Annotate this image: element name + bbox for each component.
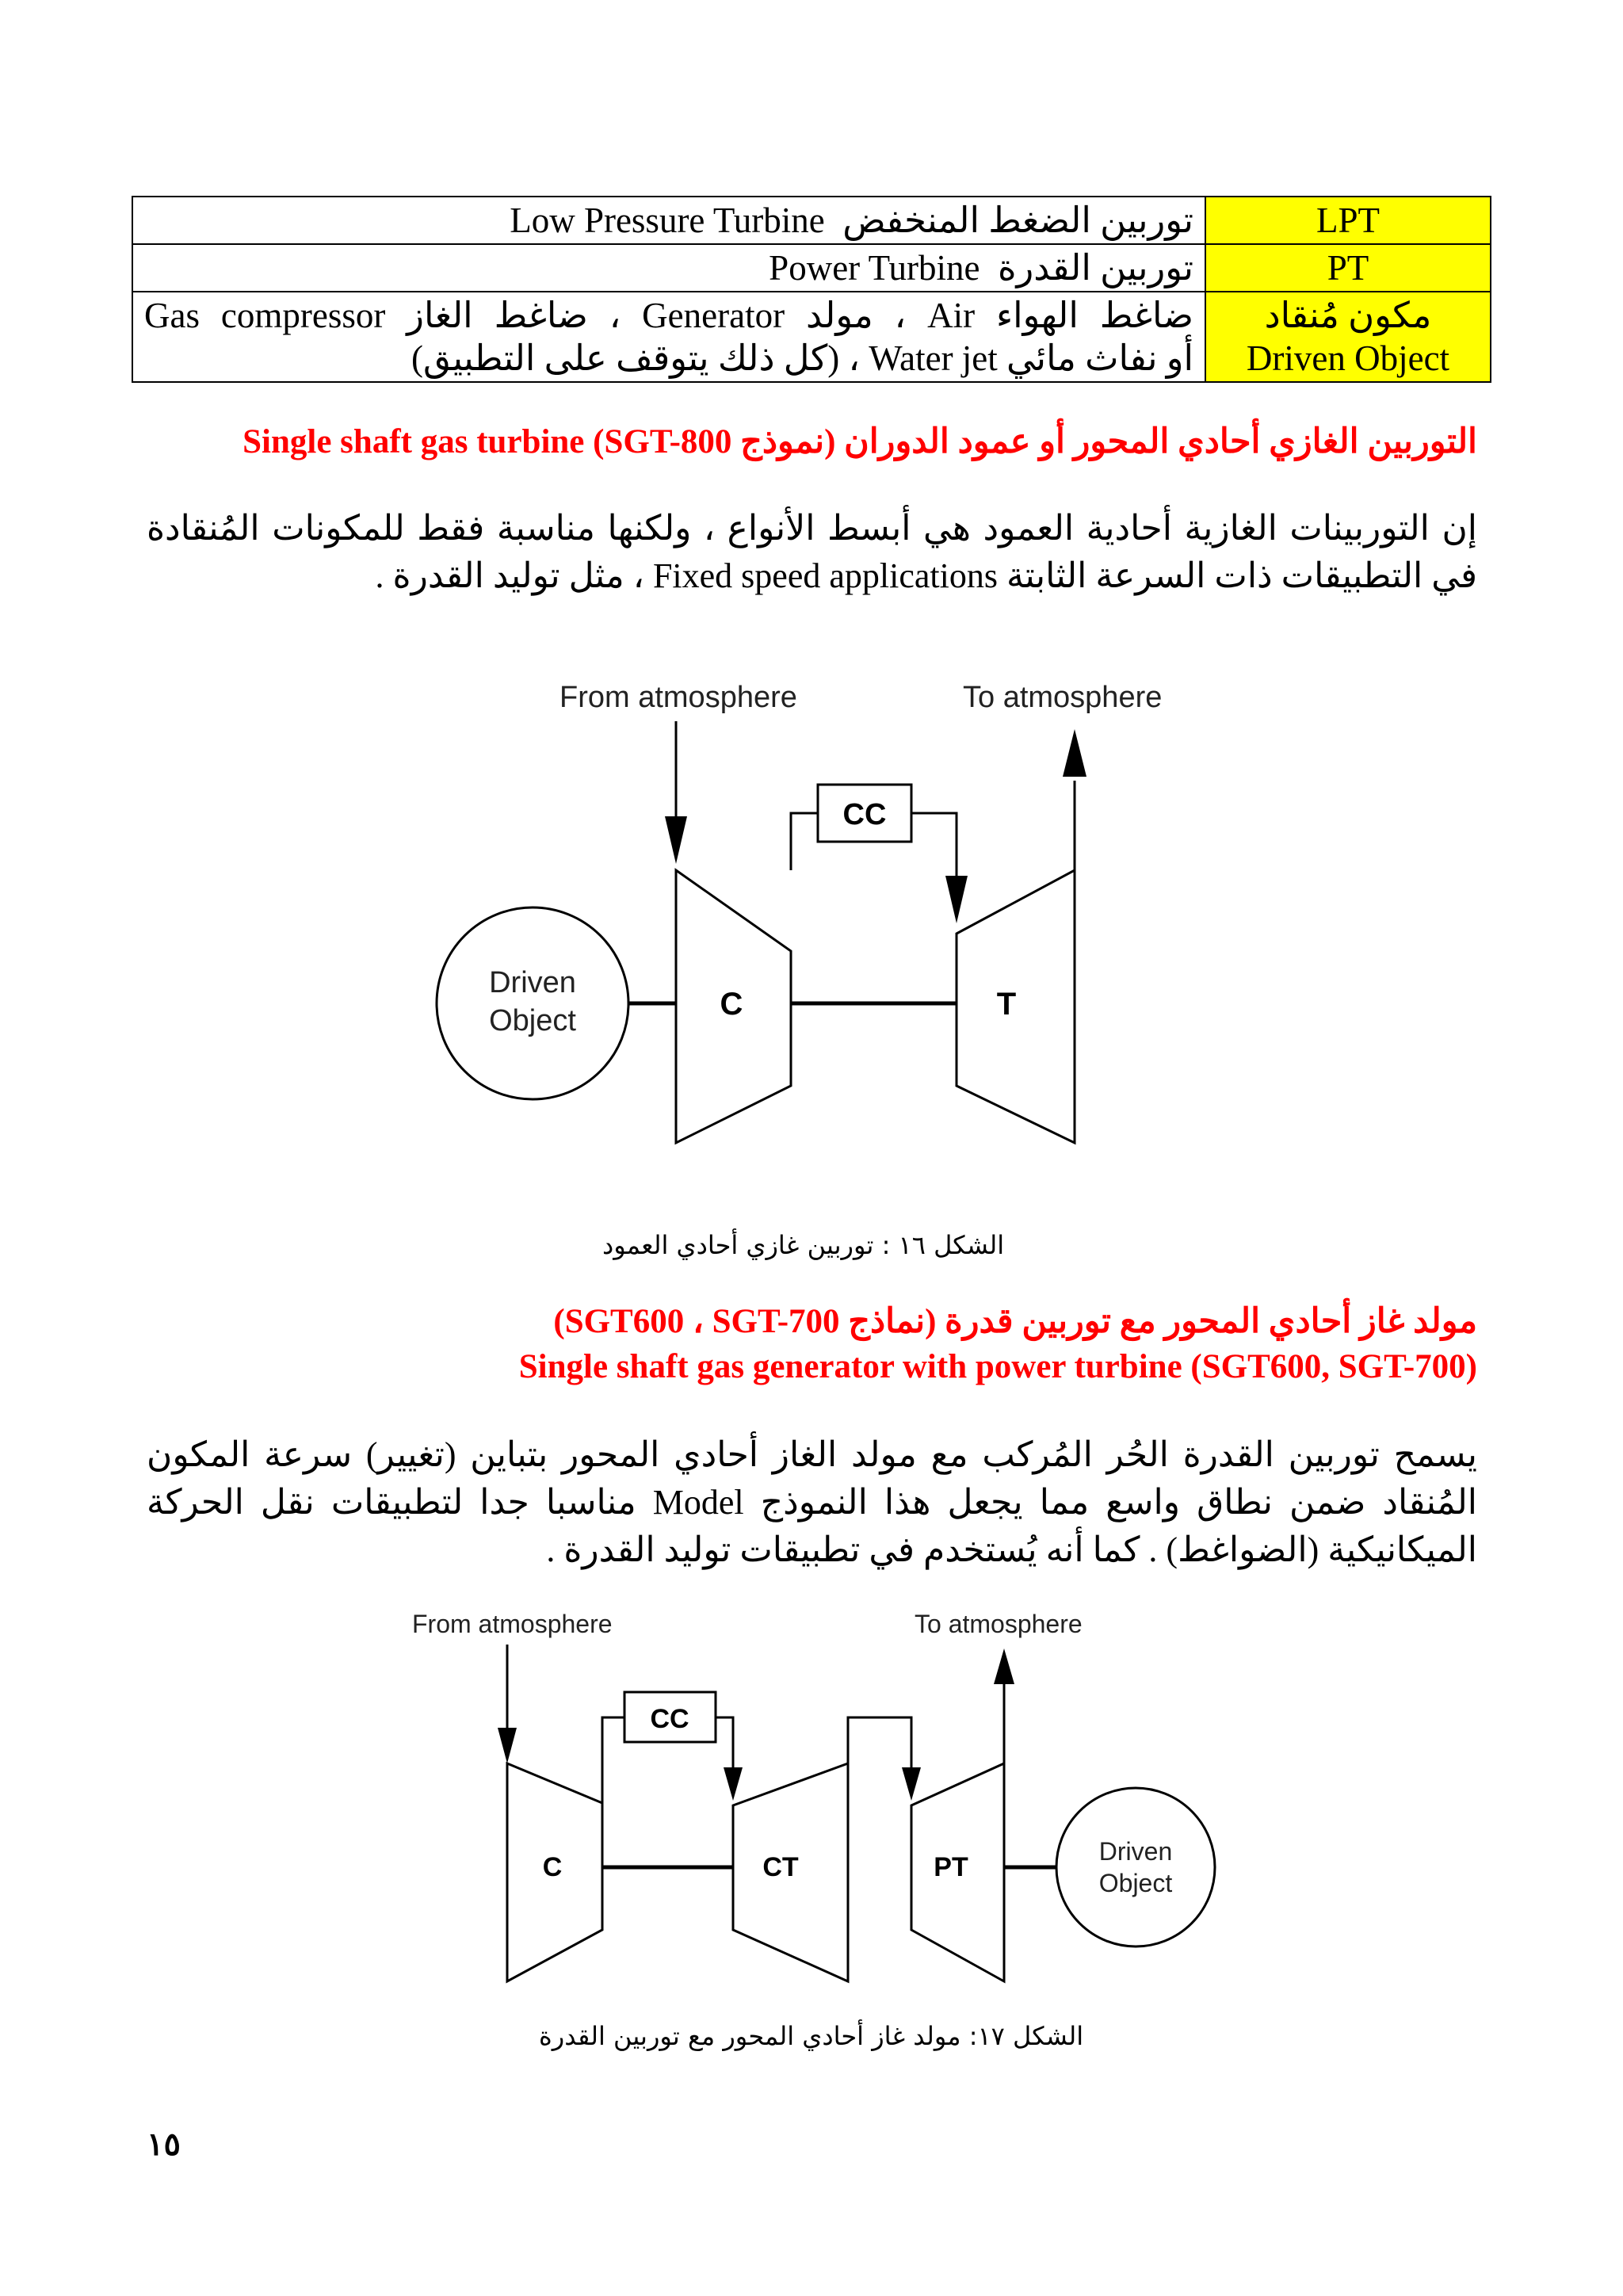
- combustion-chamber-label: CC: [650, 1704, 689, 1734]
- figure-17-caption: الشكل ١٧: مولد غاز أحادي المحور مع توربين القدرة: [539, 2021, 1084, 2051]
- figure-17-diagram: [396, 1593, 1252, 2037]
- term-abbreviation: [1205, 292, 1491, 382]
- from-atmosphere-label: From atmosphere: [559, 681, 797, 714]
- term-description: [132, 292, 1205, 382]
- to-atmosphere-label: To atmosphere: [963, 681, 1163, 714]
- section-heading: مولد غاز أحادي المحور مع توربين قدرة (نماذج SGT600 ، SGT-700): [553, 1303, 1477, 1340]
- turbine-label: T: [996, 987, 1017, 1022]
- term-description: توربين القدرة Power Turbine: [132, 244, 1205, 292]
- exhaust-arrow-icon: [994, 1648, 1014, 1684]
- driven-object-circle: [437, 907, 628, 1099]
- terms-table: [132, 196, 1491, 383]
- section-heading: التوربين الغازي أحادي المحور أو عمود الدوران (نموذج SGT-800) Single shaft gas turbine: [242, 423, 1477, 460]
- term-description: توربين الضغط المنخفض Low Pressure Turbine: [132, 197, 1205, 244]
- table-row: [132, 244, 1491, 292]
- term-abbreviation-ar: مكون مُنقاد: [1264, 296, 1432, 335]
- driven-object-circle: [1056, 1788, 1215, 1946]
- section-paragraph: يسمح توربين القدرة الحُر المُركب مع مولد الغاز أحادي المحور بتباين (تغيير) سرعة المكون المُنقاد ضمن نطاق واسع مما يجعل هذا النموذج Model مناسبا جدا لتطبيقات نقل الحركة الميكانيكية (الضواغط) . كما أنه يُستخدم في تطبيقات توليد القدرة .: [147, 1435, 1477, 1569]
- driven-object-label: Driven: [1098, 1837, 1173, 1866]
- term-abbreviation-en: Driven Object: [1246, 338, 1450, 378]
- flow-arrow-icon: [902, 1767, 921, 1801]
- page-number: ١٥: [147, 2126, 181, 2162]
- flow-arrow-icon: [724, 1767, 743, 1801]
- table-row: [132, 197, 1491, 244]
- power-turbine-label: PT: [934, 1852, 968, 1882]
- inlet-arrow-icon: [498, 1728, 517, 1763]
- term-abbreviation: LPT: [1205, 197, 1491, 244]
- term-description-line: أو نفاث مائي Water jet ، (كل ذلك يتوقف على التطبيق): [411, 338, 1193, 378]
- flow-arrow-icon: [945, 876, 968, 923]
- section-paragraph: إن التوربينات الغازية أحادية العمود هي أبسط الأنواع ، ولكنها مناسبة فقط للمكونات المُنقادة في التطبيقات ذات السرعة الثابتة Fixed speed applications ، مثل توليد القدرة .: [147, 509, 1477, 595]
- table-row: [132, 292, 1491, 382]
- compressor-turbine-label: CT: [762, 1852, 799, 1882]
- compressor-label: C: [720, 987, 743, 1022]
- inlet-arrow-icon: [665, 816, 687, 864]
- section-heading-en: Single shaft gas generator with power turbine (SGT600, SGT-700): [518, 1348, 1477, 1385]
- to-atmosphere-label: To atmosphere: [915, 1610, 1083, 1638]
- figure-16-caption: الشكل ١٦ : توربين غازي أحادي العمود: [602, 1230, 1005, 1260]
- term-abbreviation: PT: [1205, 244, 1491, 292]
- driven-object-label: Object: [489, 1004, 576, 1037]
- term-description-line: ضاغط الهواء Air ، مولد Generator ، ضاغط الغاز Gas compressor: [144, 296, 1193, 335]
- exhaust-arrow-icon: [1063, 729, 1086, 777]
- driven-object-label: Object: [1098, 1869, 1173, 1897]
- from-atmosphere-label: From atmosphere: [412, 1610, 613, 1638]
- combustion-chamber-label: CC: [842, 798, 887, 831]
- compressor-label: C: [542, 1852, 563, 1882]
- driven-object-label: Driven: [489, 966, 576, 999]
- figure-16-diagram: [412, 666, 1205, 1157]
